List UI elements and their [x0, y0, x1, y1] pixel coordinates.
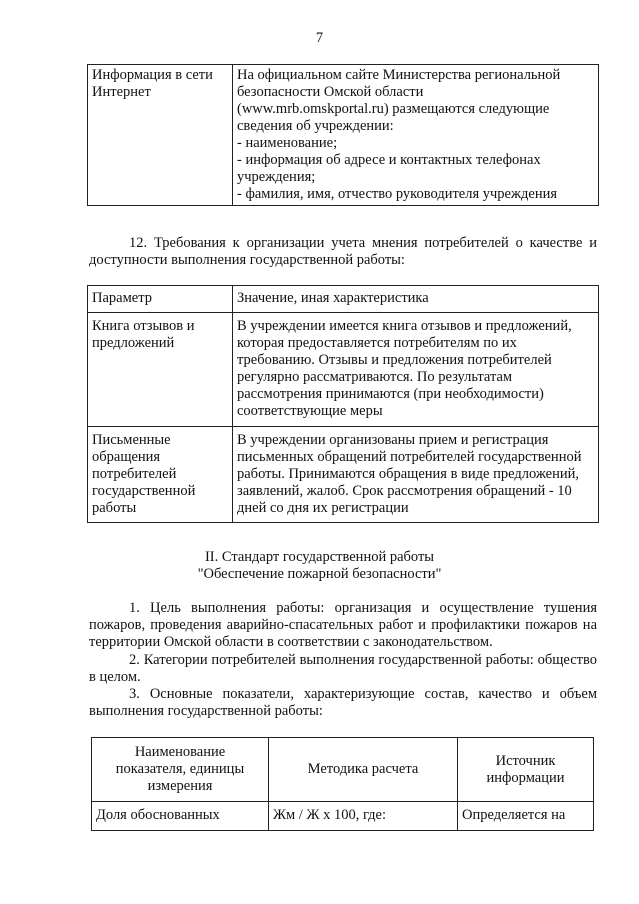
- param-line: работы: [92, 500, 137, 516]
- feedback-table: [87, 285, 599, 523]
- header-line: Источник: [495, 752, 556, 769]
- value-line: регулярно рассматриваются. По результатам: [237, 369, 513, 385]
- header-line: показателя, единицы: [115, 761, 245, 777]
- value-line: (www.mrb.omskportal.ru) размещаются следующие: [237, 101, 550, 117]
- param-line: государственной: [92, 483, 196, 499]
- source-cell: Определяется на: [458, 802, 594, 831]
- table-row: [92, 802, 594, 831]
- param-line: обращения: [92, 449, 161, 465]
- indicators-table: [91, 737, 594, 831]
- param-cell: [88, 427, 233, 523]
- paragraph-12: 12. Требования к организации учета мнения потребителей о качестве и доступности выполнения государственной работы:: [89, 235, 597, 268]
- value-line: На официальном сайте Министерства региональной: [237, 67, 561, 83]
- header-source: [458, 738, 594, 802]
- page-number: 7: [315, 30, 324, 46]
- value-line: которая предоставляется потребителям по их: [237, 335, 517, 351]
- value-line: рассмотрения принимаются (при необходимости): [237, 386, 544, 402]
- value-line: учреждения;: [237, 169, 316, 185]
- value-cell: [233, 427, 599, 523]
- value-line: - информация об адресе и контактных телефонах: [237, 152, 541, 168]
- param-line: Интернет: [92, 84, 151, 100]
- internet-info-table: [87, 64, 599, 206]
- value-line: В учреждении имеется книга отзывов и предложений,: [237, 318, 572, 334]
- param-cell: [88, 65, 233, 206]
- header-line: измерения: [147, 778, 213, 794]
- paragraph-1: 1. Цель выполнения работы: организация и осуществление тушения пожаров, проведения аварийно-спасательных работ и профилактики пожаров на территории Омской области в соответствии с законодательством.: [89, 600, 597, 650]
- value-cell: [233, 313, 599, 427]
- value-line: дней со дня их регистрации: [237, 500, 409, 516]
- param-line: Информация в сети: [92, 67, 213, 83]
- value-line: заявлений, жалоб. Срок рассмотрения обращений - 10: [237, 483, 572, 499]
- value-line: соответствующие меры: [237, 403, 383, 419]
- header-value: Значение, иная характеристика: [233, 286, 599, 313]
- param-line: Книга отзывов и: [92, 318, 195, 334]
- value-line: - наименование;: [237, 135, 338, 151]
- section-heading: II. Стандарт государственной работы: [204, 549, 435, 565]
- value-line: сведения об учреждении:: [237, 118, 394, 134]
- value-cell: [233, 65, 599, 206]
- param-line: Письменные: [92, 432, 171, 448]
- value-line: безопасности Омской области: [237, 84, 424, 100]
- table-row: [88, 65, 599, 206]
- param-line: предложений: [92, 335, 175, 351]
- value-line: - фамилия, имя, отчество руководителя учреждения: [237, 186, 558, 202]
- name-cell: Доля обоснованных: [92, 802, 269, 831]
- value-line: работы. Принимаются обращения в виде предложений,: [237, 466, 580, 482]
- paragraph-2: 2. Категории потребителей выполнения государственной работы: общество в целом.: [89, 652, 597, 685]
- section-subheading: "Обеспечение пожарной безопасности": [197, 566, 442, 582]
- table-row: [88, 427, 599, 523]
- header-line: информации: [486, 769, 565, 786]
- method-cell: Жм / Ж х 100, где:: [269, 802, 458, 831]
- value-line: письменных обращений потребителей государственной: [237, 449, 582, 465]
- value-line: В учреждении организованы прием и регистрация: [237, 432, 549, 448]
- param-cell: [88, 313, 233, 427]
- header-name: [92, 738, 269, 802]
- header-param: Параметр: [88, 286, 233, 313]
- table-header-row: [92, 738, 594, 802]
- param-line: потребителей: [92, 466, 177, 482]
- paragraph-3: 3. Основные показатели, характеризующие состав, качество и объем выполнения государственной работы:: [89, 686, 597, 719]
- table-row: [88, 313, 599, 427]
- value-line: требованию. Отзывы и предложения потребителей: [237, 352, 552, 368]
- header-method: Методика расчета: [269, 738, 458, 802]
- table-header-row: [88, 286, 599, 313]
- header-line: Наименование: [134, 744, 226, 760]
